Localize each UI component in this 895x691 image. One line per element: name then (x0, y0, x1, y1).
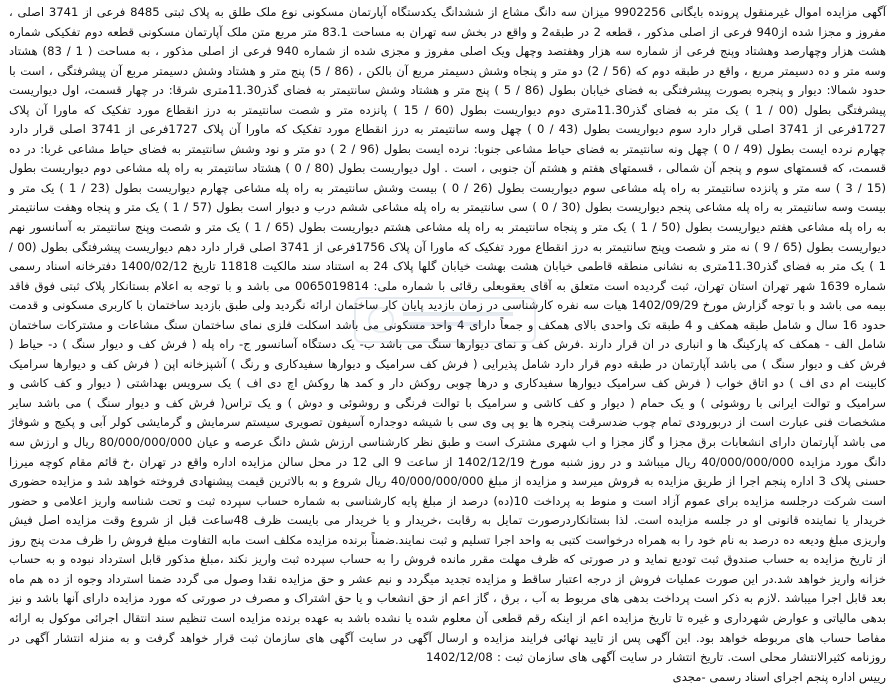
notice-body-text: آگهی مزایده اموال غیرمنقول پرونده بایگانی 9902256 میزان سه دانگ مشاع از ششدانگ یکدستگاه آپارتمان مسکونی نوع ملک طلق به پلاک ثبتی 8485 فرعی از 3741 اصلی ، مفروز و مجزا شده از940 فرعی از اصلی مذکور ، قطعه 2 در طبقه2 و واقع در بخش سه تهران به مساحت 83.1 متر مربع متن ملک آپارتمان مسکونی قطعه دوم تفکیکی شماره هشت هزار وچهارصد وهشتاد وپنج فرعی از شماره سه هزار وهفتصد وچهل ویک اصلی مفروز و مجزی شده از شماره 940 فرعی از اصلی مذکور ، به مساحت ( 1 / 83) هشتاد وسه متر و ده دسیمتر مربع ، واقع در طبقه دوم که (56 / 2) دو متر و پنجاه وشش دسیمتر مربع آن بالکن ، (86 / 5) پنج متر و هشتاد وشش دسیمتر مربع آن پیشرفتگی ، است با حدود شمالا: دیوار و پنجره بصورت پیشرفتگی به فضای خیابان بطول (86 / 5 ) پنج متر و هشتاد وشش سانتیمتر به فضای گذر11.30متری شرقا: در چهار قسمت، اول دیواریست پیشرفتگی بطول (00 / 1 ) یک متر به فضای گذر11.30متری دوم دیواریست بطول (60 / 15 ) پانزده متر و شصت سانتیمتر به درز انقطاع مورد تفکیک که ماورا آن پلاک 1727فرعی از 3741 اصلی قرار دارد سوم دیواریست بطول (43 / 0 ) چهل وسه سانتیمتر به درز انقطاع مورد تفکیک که ماورا آن پلاک 1727فرعی از 3741 اصلی قرار دارد چهارم نرده ایست بطول (49 / 0 ) چهل ونه سانتیمتر به فضای حیاط مشاعی جنوبا: نرده ایست بطول (96 / 2 ) دو متر و نود وشش سانتیمتر به فضای حیاط مشاعی غربا: در ده قسمت، که قسمتهای سوم و پنجم آن شمالی ، قسمتهای هفتم و هشتم آن جنوبی ، است . اول دیواریست بطول (80 / 0 ) هشتاد سانتیمتر به راه پله مشاعی دوم دیواریست بطول (15 / 3 ) سه متر و پانزده سانتیمتر به راه پله مشاعی سوم دیواریست بطول (26 / 0 ) بیست وشش سانتیمتر به راه پله مشاعی چهارم دیواریست بطول (23 / 1 ) یک متر و بیست وسه سانتیمتر به راه پله مشاعی پنجم دیواریست بطول (30 / 0 ) سی سانتیمتر به راه پله مشاعی ششم درب و دیوار است بطول (57 / 1 ) یک متر و پنجاه وهفت سانتیمتر به راه پله مشاعی هفتم دیواریست بطول (50 / 1 ) یک متر و پنجاه سانتیمتر به راه پله مشاعی هشتم دیواریست بطول (65 / 1 ) یک متر و شصت وپنج سانتیمتر به آسانسور نهم دیواریست بطول (65 / 9 ) نه متر و شصت وپنج سانتیمتر به درز انقطاع مورد تفکیک که ماورا آن پلاک 1756فرعی از 3741 اصلی قرار دارد دهم دیواریست پیشرفتگی بطول (00 / 1 ) یک متر به فضای گذر11.30متری به نشانی منطقه قاطمی خیابان هشت بهشت خیابان گلها پلاک 24 به استناد سند مالکیت 11818 تاریخ 1400/02/12 دفترخانه اسناد رسمی شماره 1639 شهر تهران استان تهران، ثبت گردیده است متعلق به آقای یعقوبعلی رقائی با شماره ملی: 0065019814 می باشد و با توجه به اعلام بستانکار پلاک ثبتی فوق فاقد بیمه می باشد و با توجه گزارش مورخ 1402/09/29 هیات سه نفره کارشناسی در زمان بازدید پایان کار ساختمان ارائه نگردید ولی طبق بازدید ساختمان با کاربری مسکونی و قدمت حدود 16 سال و شامل طبقه همکف و 4 طبقه تک واحدی بالای همکف و جمعاً دارای 4 واحد مسکونی می باشد اسکلت فلزی نمای ساختمان سنگ مشاعات و مشترکات ساختمان شامل الف - همکف که پارکینگ ها و انباری در ان قرار دارند .فرش کف و نمای دیوارها سنگ می باشد ب- یک دستگاه آسانسور ج- راه پله ( فرش کف و دیوار سنگ ) د- حیاط ( فرش کف و دیوار سنگ ) می باشد آپارتمان در طبقه دوم قرار دارد شامل پذیرایی ( فرش کف سرامیک و دیوارها سفیدکاری و رنگ ) آشپزخانه اپن ( فرش کف و دیوارها سرامیک کابینت ام دی اف ) دو اتاق خواب ( فرش کف سرامیک دیوارها سفیدکاری و درها چوبی روکش دار و کمد ها روکش اچ دی اف ) یک سرویس بهداشتی ( دیوار و کف کاشی و سرامیک و توالت ایرانی با روشوئی ) و یک حمام ( دیوار و کف کاشی و سرامیک با توالت فرنگی و روشوئی و دوش ) و یک تراس( فرش کف و دیوار سنگ ) می باشد سایر مشخصات فنی عبارت است از دربورودی تمام چوب ضدسرقت پنجره ها یو پی وی سی با شیشه دوجداره آسیفون تصویری سیستم سرمایش و گرمایشی کولر آبی و پکیج و شوفاژ می باشد آپارتمان دارای انشعابات برق مجزا و گاز مجزا و اب شهری مشترک است و طبق نظر کارشناسی ارزش شش دانگ عرصه و عیان 80/000/000/000 ریال و ارزش سه دانگ مورد مزایده 40/000/000/000 ریال میباشد و در روز شنبه مورخ 1402/12/19 از ساعت 9 الی 12 در محل سالن مزایده اداره واقع در تهران ،خ قائم مقام کوچه میرزا حسنی پلاک 3 اداره پنجم اجرا از طریق مزایده به فروش میرسد و مزایده از مبلغ 40/000/000/000 ریال شروع و به بالاترین قیمت پیشنهادی فروخته خواهد شد و مزایده حضوری است شرکت درجلسه مزایده برای عموم آزاد است و منوط به پرداخت 10(ده) درصد از مبلغ پایه کارشناسی به شماره حساب سپرده ثبت و تحت شناسه واریز اعلامی و حضور خریدار یا نماینده قانونی او در جلسه مزایده است. لذا بستانکاردرصورت تمایل به رقابت ،خریدار و یا خریدار می بایست ظرف 48ساعت قبل از شروع وقت مزایده اصل فیش واریزی مبلغ ودیعه ده درصد به نام خود را به همراه درخواست کتبی به واحد اجرا تسلیم و ثبت نمایند.ضمناً برنده مزایده مکلف است مابه التفاوت مبلغ فروش را ظرف مدت پنج روز از تاریخ مزایده به حساب صندوق ثبت تودیع نماید و در صورتی که ظرف مهلت مقرر مانده فروش را به حساب سپرده ثبت واریز نکند ،مبلغ مذکور قابل استرداد نبوده و به حساب خزانه واریز خواهد شد.در این صورت عملیات فروش از درجه اعتبار ساقط و مزایده تجدید میگردد و نیم عشر و حق مزایده نقدا وصول می گردد ضمنا استرداد وجوه از ده هم ماه بعد قابل اجرا میباشد .لازم به ذکر است پرداخت بدهی های مربوط به آب ، برق ، گاز اعم از حق انشعاب و یا حق اشتراک و مصرف در صورتی که مورد مزایده دارای آنها باشد و نیز بدهی مالیاتی و عوارض شهرداری و غیره تا تاریخ مزایده اعم از اینکه رقم قطعی آن معلوم شده یا نشده باشد به عهده برنده مزایده است تنظیم سند انتقال اجرائی موکول به ارائه مفاصا حساب های مربوطه خواهد بود. این آگهی پس از تایید نهائی فرایند مزایده و ارسال آگهی در سایت آگهی های سازمان ثبت قرار خواهد گرفت و به منزله انتشار آگهی در روزنامه کثیرالانتشار محلی است. تاریخ انتشار در سایت آگهی های سازمان ثبت : 1402/12/08 (9, 5, 887, 665)
notice-signature: رییس اداره پنجم اجرای اسناد رسمی -مجدی (672, 669, 886, 684)
